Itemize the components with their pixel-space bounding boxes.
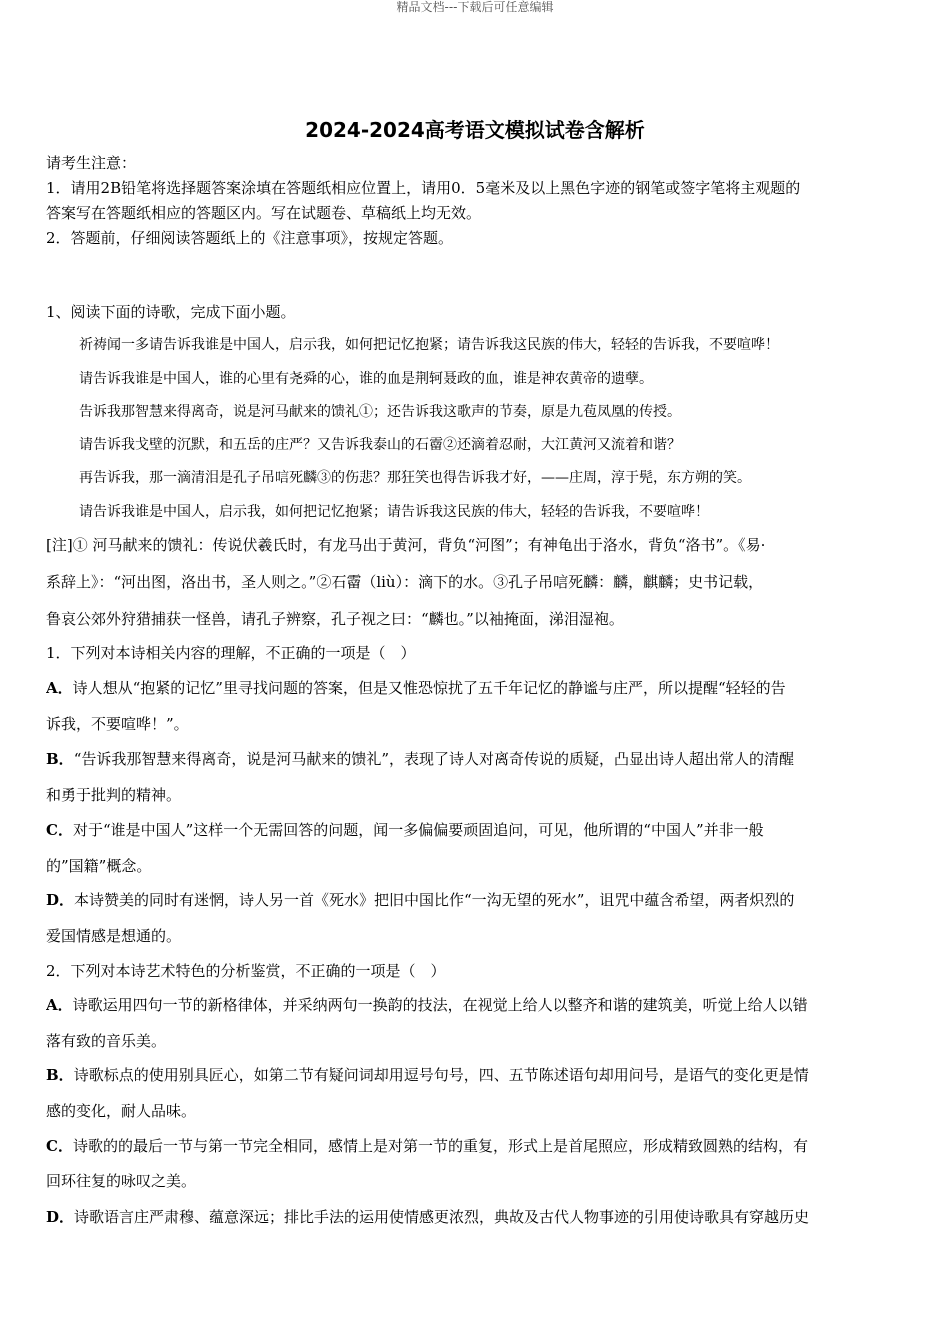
option-text: 诗歌的的最后一节与第一节完全相同，感情上是对第一节的重复，形式上是首尾照应，形成精致圆熟的结构，有 [72,1137,808,1155]
note-line-3: 鲁哀公郊外狩猎捕获一怪兽，请孔子辨察，孔子视之曰：“麟也。”以袖掩面，涕泪湿袍。 [46,610,624,628]
option-text: 诗歌运用四句一节的新格律体，并采纳两句一换韵的技法，在视觉上给人以整齐和谐的建筑美，听觉上给人以错 [72,996,808,1014]
option-label: B． [46,1066,74,1084]
notice-heading: 请考生注意： [46,154,137,172]
question-2-option-b [46,1064,904,1085]
option-text: 对于“谁是中国人”这样一个无需回答的问题，闻一多偏偏要顽固追问，可见，他所谓的“中国人”并非一般 [72,821,764,839]
option-label: D． [46,891,75,909]
question-2-option-c-cont: 回环往复的咏叹之美。 [46,1172,197,1190]
section-1-heading: 1、阅读下面的诗歌，完成下面小题。 [46,303,296,321]
notice-item-2: 2．答题前，仔细阅读答题纸上的《注意事项》，按规定答题。 [46,229,454,247]
poem-line-1: 祈祷闻一多请告诉我谁是中国人，启示我，如何把记忆抱紧；请告诉我这民族的伟大，轻轻的告诉我，不要喧哗！ [79,337,779,353]
note-line-2: 系辞上》：“河出图，洛出书，圣人则之。”②石霤（liù）：滴下的水。③孔子吊唁死麟：麟，麒麟；史书记载， [46,573,764,591]
note-line-1: [注]① 河马献来的馈礼：传说伏羲氏时，有龙马出于黄河，背负“河图”；有神龟出于洛水，背负“洛书”。《易· [46,536,766,554]
notice-item-1-line-2: 答案写在答题纸相应的答题区内。写在试题卷、草稿纸上均无效。 [46,204,482,222]
question-2-option-a [46,994,904,1015]
question-1-option-c [46,819,904,840]
question-1-option-b [46,748,904,769]
option-text: “告诉我那智慧来得离奇，说是河马献来的馈礼”，表现了诗人对离奇传说的质疑，凸显出诗人超出常人的清醒 [73,750,795,768]
question-1-option-d-cont: 爱国情感是想通的。 [46,927,182,945]
question-1-option-c-cont: 的”国籍”概念。 [46,857,152,875]
notice-item-1-line-1: 1．请用2B铅笔将选择题答案涂填在答题纸相应位置上，请用0．5毫米及以上黑色字迹的钢笔或签字笔将主观题的 [46,179,801,197]
option-text: 诗人想从“抱紧的记忆”里寻找问题的答案，但是又惟恐惊扰了五千年记忆的静谧与庄严，所以提醒“轻轻的告 [72,679,786,697]
question-1-option-d [46,889,904,910]
question-2-option-c [46,1135,904,1156]
question-2-stem: 2．下列对本诗艺术特色的分析鉴赏，不正确的一项是（ ） [46,962,446,980]
question-2-option-d [46,1206,904,1227]
option-label: D． [46,1208,75,1226]
option-text: 本诗赞美的同时有迷惘，诗人另一首《死水》把旧中国比作“一沟无望的死水”，诅咒中蕴含希望，两者炽烈的 [74,891,795,909]
question-1-option-a-cont: 诉我，不要喧哗！”。 [46,715,189,733]
page-title: 2024-2024高考语文模拟试卷含解析 [305,118,645,142]
question-2-option-a-cont: 落有致的音乐美。 [46,1032,167,1050]
option-label: A． [46,996,73,1014]
option-text: 诗歌语言庄严肃穆、蕴意深远；排比手法的运用使情感更浓烈，典故及古代人物事迹的引用使诗歌具有穿越历史 [74,1208,810,1226]
question-2-option-b-cont: 感的变化，耐人品味。 [46,1102,197,1120]
poem-line-4: 请告诉我戈壁的沉默，和五岳的庄严？又告诉我泰山的石霤②还滴着忍耐，大江黄河又流着和谐？ [79,437,681,453]
question-1-stem: 1．下列对本诗相关内容的理解，不正确的一项是（ ） [46,644,416,662]
option-label: B． [46,750,74,768]
poem-line-5: 再告诉我，那一滴清泪是孔子吊唁死麟③的伤悲？那狂笑也得告诉我才好，——庄周，淳于髡，东方朔的笑。 [79,470,751,486]
header-note: 精品文档---下载后可任意编辑 [396,0,554,14]
question-1-option-b-cont: 和勇于批判的精神。 [46,786,182,804]
poem-line-2: 请告诉我谁是中国人，谁的心里有尧舜的心，谁的血是荆轲聂政的血，谁是神农黄帝的遗孽。 [79,371,653,387]
option-label: C． [46,821,73,839]
option-label: C． [46,1137,73,1155]
poem-line-6: 请告诉我谁是中国人，启示我，如何把记忆抱紧；请告诉我这民族的伟大，轻轻的告诉我，不要喧哗！ [79,504,709,520]
option-label: A． [46,679,73,697]
option-text: 诗歌标点的使用别具匠心，如第二节有疑问词却用逗号句号，四、五节陈述语句却用问号，是语气的变化更是情 [73,1066,809,1084]
question-1-option-a [46,677,904,698]
poem-line-3: 告诉我那智慧来得离奇，说是河马献来的馈礼①；还告诉我这歌声的节奏，原是九苞凤凰的传授。 [79,404,681,420]
